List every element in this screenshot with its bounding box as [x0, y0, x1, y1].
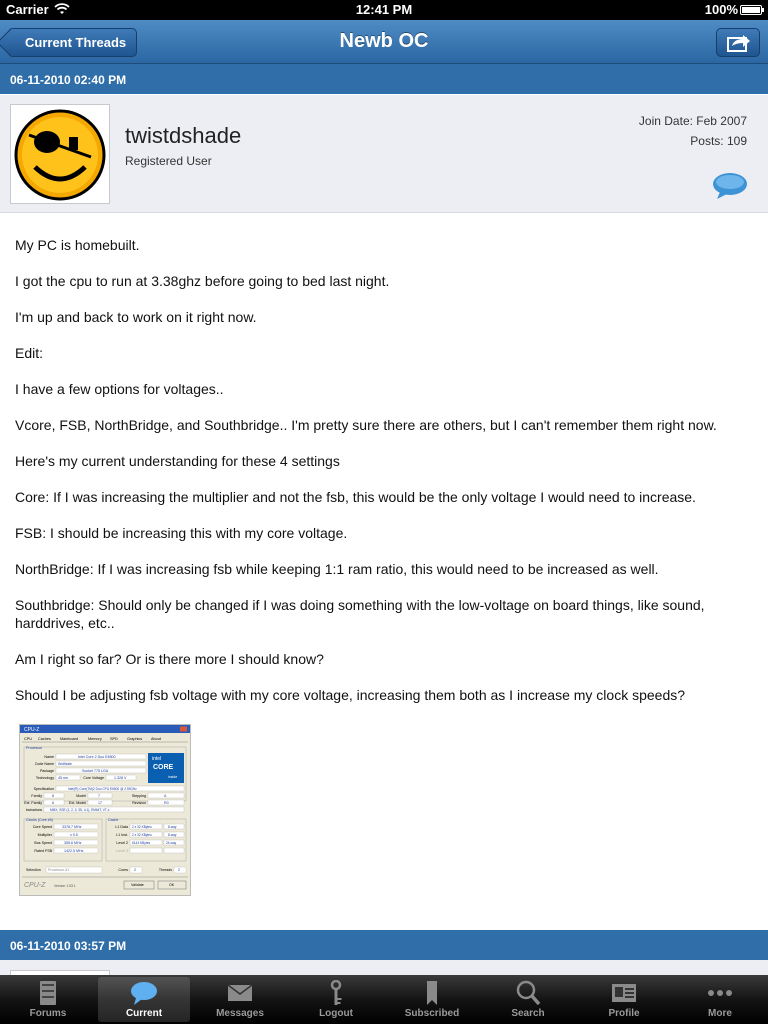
- post-paragraph: Core: If I was increasing the multiplier and not the fsb, this would be the only voltage I would need to increase.: [15, 489, 696, 505]
- username[interactable]: twistdshade: [125, 123, 242, 148]
- svg-text:L1 Inst.: L1 Inst.: [116, 833, 128, 837]
- svg-text:Bus Speed: Bus Speed: [34, 841, 52, 845]
- svg-text:Stepping: Stepping: [131, 794, 146, 798]
- svg-text:Cache: Cache: [108, 818, 119, 822]
- page-title: Newb OC: [339, 30, 429, 52]
- post-date: 06-11-2010 02:40 PM: [10, 73, 127, 87]
- tab-forums[interactable]: [2, 977, 94, 1022]
- svg-text:Core Voltage: Core Voltage: [83, 776, 104, 780]
- key-icon: [322, 980, 350, 1006]
- cpuz-tab: Graphics: [127, 737, 143, 741]
- avatar[interactable]: [10, 104, 110, 204]
- cpuz-window-title: CPU-Z: [24, 727, 40, 733]
- svg-text:Family: Family: [31, 794, 42, 798]
- post-author-header: [0, 95, 768, 213]
- svg-text:Level 2: Level 2: [116, 841, 128, 845]
- svg-text:Technology: Technology: [35, 776, 54, 780]
- post-date-bar: [0, 64, 768, 94]
- svg-text:1.328 V: 1.328 V: [114, 776, 127, 780]
- svg-text:8-way: 8-way: [168, 825, 177, 829]
- private-message-icon[interactable]: [712, 171, 748, 201]
- profile-icon: [610, 980, 638, 1006]
- share-icon: [717, 29, 761, 58]
- svg-text:Core Speed: Core Speed: [32, 825, 52, 829]
- svg-text:R0: R0: [164, 801, 169, 805]
- search-icon: [514, 980, 542, 1006]
- tab-more[interactable]: [674, 977, 766, 1022]
- svg-text:Threads: Threads: [158, 868, 172, 872]
- battery-icon: [740, 5, 762, 15]
- svg-text:6144 KBytes: 6144 KBytes: [132, 841, 151, 845]
- tab-search[interactable]: [482, 977, 574, 1022]
- svg-text:Ext. Family: Ext. Family: [24, 801, 42, 805]
- navigation-bar: [0, 20, 768, 64]
- cpuz-tab: CPU: [24, 737, 33, 741]
- smiley-eyepatch-icon: [11, 105, 109, 203]
- post-paragraph: Vcore, FSB, NorthBridge, and Southbridge.. I'm pretty sure there are others, but I can't remember them right now.: [15, 417, 717, 433]
- join-date: Join Date: Feb 2007: [638, 114, 747, 128]
- post-paragraph: Am I right so far? Or is there more I should know?: [15, 651, 324, 667]
- svg-text:Package: Package: [40, 769, 54, 773]
- svg-text:2 x 32 KBytes: 2 x 32 KBytes: [132, 833, 152, 837]
- svg-text:6: 6: [52, 801, 54, 805]
- svg-text:Clocks (Core #0): Clocks (Core #0): [26, 818, 53, 822]
- tab-current[interactable]: [98, 977, 190, 1022]
- post-paragraph: I got the cpu to run at 3.38ghz before going to bed last night.: [15, 273, 390, 289]
- svg-text:Wolfdale: Wolfdale: [58, 762, 72, 766]
- svg-text:Validate: Validate: [131, 883, 144, 887]
- svg-text:OK: OK: [169, 883, 175, 887]
- svg-text:Code Name: Code Name: [34, 762, 54, 766]
- cpuz-screenshot: [20, 725, 190, 895]
- tab-label: Logout: [319, 1008, 353, 1019]
- tab-bar: [0, 975, 768, 1024]
- tab-logout[interactable]: [290, 977, 382, 1022]
- svg-text:2: 2: [134, 868, 136, 872]
- user-title: Registered User: [125, 154, 212, 168]
- battery-percent: 100%: [704, 2, 738, 17]
- tab-label: Forums: [29, 1008, 67, 1019]
- svg-text:Specification: Specification: [33, 787, 54, 791]
- post-paragraph: Southbridge: Should only be changed if I was doing something with the low-voltage on board things, like sound, harddrives, etc..: [15, 597, 705, 631]
- status-bar: [0, 0, 768, 20]
- svg-text:Name: Name: [44, 755, 54, 759]
- cpuz-tab: Mainboard: [60, 737, 78, 741]
- svg-text:7: 7: [98, 794, 100, 798]
- svg-text:Version 1.53.1: Version 1.53.1: [54, 884, 76, 888]
- tab-label: Subscribed: [404, 1008, 460, 1019]
- carrier-label: Carrier: [6, 2, 49, 17]
- svg-text:Socket 775 LGA: Socket 775 LGA: [82, 769, 109, 773]
- svg-text:Level 3: Level 3: [116, 849, 128, 853]
- post-paragraph: Edit:: [15, 345, 44, 361]
- tab-label: Current: [125, 1008, 163, 1019]
- svg-text:inside: inside: [168, 775, 178, 779]
- svg-text:Intel Core 2 Duo E6500: Intel Core 2 Duo E6500: [78, 755, 116, 759]
- post-body: [15, 236, 755, 722]
- svg-text:Selection: Selection: [26, 868, 41, 872]
- tab-label: Search: [511, 1008, 545, 1019]
- svg-text:CPU-Z: CPU-Z: [24, 882, 46, 889]
- cpuz-tab: Memory: [88, 737, 102, 741]
- svg-text:Cores: Cores: [118, 868, 128, 872]
- svg-text:2 x 32 KBytes: 2 x 32 KBytes: [132, 825, 152, 829]
- svg-text:Ext. Model: Ext. Model: [69, 801, 86, 805]
- svg-text:6: 6: [52, 794, 54, 798]
- svg-text:3378.7 MHz: 3378.7 MHz: [62, 825, 82, 829]
- share-button[interactable]: [716, 28, 760, 57]
- svg-text:45 nm: 45 nm: [58, 776, 68, 780]
- svg-text:Instructions: Instructions: [25, 808, 42, 812]
- post-date-bar: [0, 930, 768, 960]
- current-icon: [130, 980, 158, 1006]
- bookmark-icon: [418, 980, 446, 1006]
- svg-text:8-way: 8-way: [168, 833, 177, 837]
- more-icon: [706, 980, 734, 1006]
- svg-text:Multiplier: Multiplier: [37, 833, 52, 837]
- tab-label: Messages: [216, 1008, 264, 1019]
- svg-text:2: 2: [178, 868, 180, 872]
- post-count: Posts: 109: [690, 134, 747, 148]
- attachment-thumbnail[interactable]: [19, 724, 191, 896]
- svg-text:Model: Model: [76, 794, 86, 798]
- svg-text:L1 Data: L1 Data: [115, 825, 128, 829]
- svg-text:17: 17: [98, 801, 102, 805]
- post-paragraph: FSB: I should be increasing this with my core voltage.: [15, 525, 348, 541]
- svg-text:Revision: Revision: [132, 801, 146, 805]
- svg-text:intel: intel: [152, 756, 162, 762]
- forums-icon: [34, 980, 62, 1006]
- post-paragraph: Here's my current understanding for these 4 settings: [15, 453, 340, 469]
- tab-label: More: [708, 1008, 732, 1019]
- post-paragraph: My PC is homebuilt.: [15, 237, 140, 253]
- svg-text:x 9.5: x 9.5: [70, 833, 78, 837]
- cpuz-tab: Caches: [38, 737, 51, 741]
- post-paragraph: I'm up and back to work on it right now.: [15, 309, 257, 325]
- tab-label: Profile: [608, 1008, 640, 1019]
- back-button-label: Current Threads: [25, 35, 127, 50]
- svg-text:24-way: 24-way: [166, 841, 177, 845]
- post-paragraph: I have a few options for voltages..: [15, 381, 224, 397]
- cpuz-tab: SPD: [110, 737, 118, 741]
- svg-text:MMX, SSE (1, 2, 3, 3S, 4.1), E: MMX, SSE (1, 2, 3, 3S, 4.1), EM64T, VT-x: [50, 808, 110, 812]
- svg-text:1422.5 MHz: 1422.5 MHz: [64, 849, 84, 853]
- cpuz-tab: About: [151, 737, 161, 741]
- cpuz-processor-label: Processor: [26, 746, 43, 750]
- post-paragraph: Should I be adjusting fsb voltage with my core voltage, increasing them both as I increase my clock speeds?: [15, 687, 686, 703]
- post-date: 06-11-2010 03:57 PM: [10, 939, 127, 953]
- svg-text:Intel(R) Core(TM)2 Duo CPU E6: Intel(R) Core(TM)2 Duo CPU E6500 @ 2.93GHz: [68, 787, 137, 791]
- tab-subscribed[interactable]: [386, 977, 478, 1022]
- svg-text:A: A: [164, 794, 167, 798]
- clock: 12:41 PM: [355, 2, 413, 17]
- tab-profile[interactable]: [578, 977, 670, 1022]
- post-paragraph: NorthBridge: If I was increasing fsb while keeping 1:1 ram ratio, this would need to be increased as well.: [15, 561, 659, 577]
- svg-text:CORE: CORE: [153, 764, 174, 771]
- messages-icon: [226, 980, 254, 1006]
- svg-text:Rated FSB: Rated FSB: [34, 849, 52, 853]
- tab-messages[interactable]: [194, 977, 286, 1022]
- svg-text:Processor #1: Processor #1: [48, 868, 70, 872]
- svg-text:355.6 MHz: 355.6 MHz: [64, 841, 82, 845]
